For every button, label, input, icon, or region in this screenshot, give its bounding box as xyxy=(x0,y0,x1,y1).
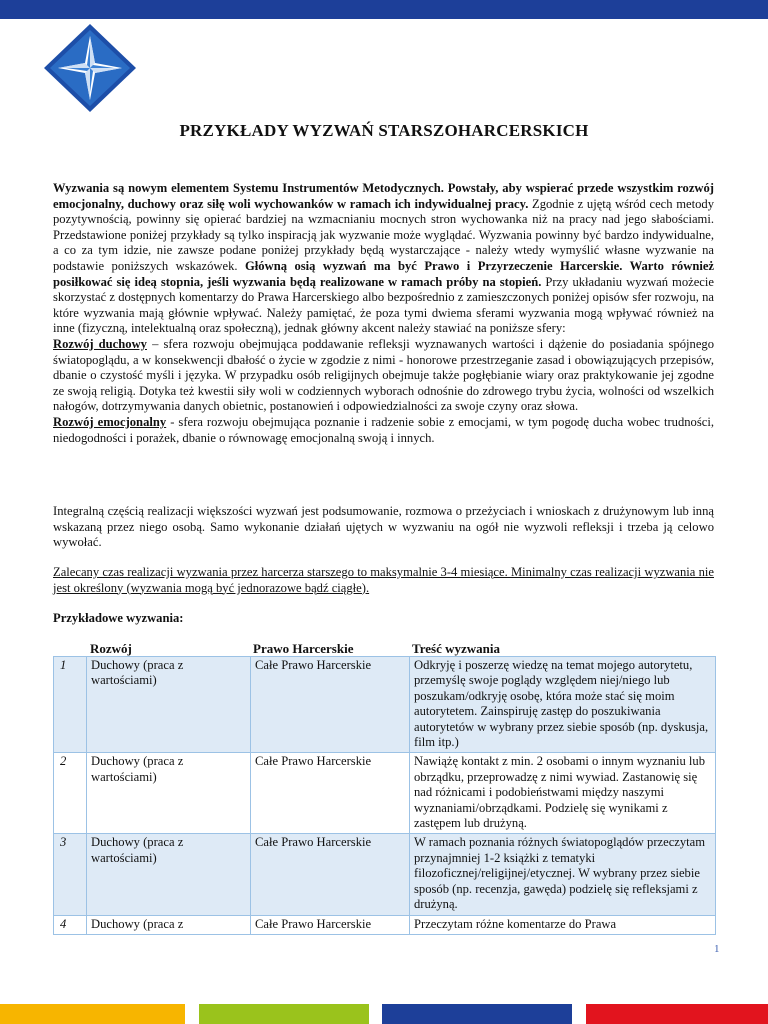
summary-paragraph: Integralną częścią realizacji większości wyzwań jest podsumowanie, rozmowa o przeżyciach i wnioskach z drużynowym lub inną wskazaną przez niego osobą. Samo wykonanie działań ujętych w wyzwaniu na ogół nie wyzwoli refleksji i trzeba ją celowo wywołać. xyxy=(53,504,714,550)
time-paragraph: Zalecany czas realizacji wyzwania przez harcerza starszego to maksymalnie 3-4 miesiące. Minimalny czas realizacji wyzwania nie jest określony (wyzwania mogą być jednorazowe bądź ciągłe). xyxy=(53,565,714,595)
law-cell: Całe Prawo Harcerskie xyxy=(251,834,410,915)
content-cell: Nawiążę kontakt z min. 2 osobami o innym wyznaniu lub obrządku, przeprowadzę z nimi wywiad. Zastanowię się nad różnicami i podobieństwami między naszymi wyznaniami/obrządkami. Podzielę się wynikami z zastępem lub drużyną. xyxy=(410,753,716,834)
table-row xyxy=(54,834,716,915)
footer-bar-yellow xyxy=(0,1004,185,1024)
row-number: 4 xyxy=(54,915,87,934)
development-cell: Duchowy (praca z wartościami) xyxy=(87,834,251,915)
content-cell: W ramach poznania różnych światopoglądów przeczytam przynajmniej 1-2 książki z tematyki filozoficznej/religijnej/etycznej. W wybrany przez siebie sposób (np. recenzja, gawęda) podzielę się refleksjami z drużyną. xyxy=(410,834,716,915)
development-cell: Duchowy (praca z wartościami) xyxy=(87,657,251,753)
emotional-text: - sfera rozwoju obejmująca poznanie i radzenie sobie z emocjami, w tym pogodę ducha wobec trudności, niedogodności i porażek, dbanie o równowagę emocjonalną swoją i innych. xyxy=(53,414,714,445)
examples-heading: Przykładowe wyzwania: xyxy=(53,611,184,625)
row-number: 1 xyxy=(54,657,87,753)
compass-star-logo-icon xyxy=(42,22,138,114)
table-row xyxy=(54,753,716,834)
intro-text: Zgodnie z ujętą wśród cech metody pozytywnością, powinny się opierać bardziej na wzmacnianiu mocnych stron wychowanka niż na pracy nad jego słabościami. Przedstawione poniżej przykłady są tylko inspiracją jak wyzwanie może wyglądać. Wyzwania powinny być bardzo indywidualne, a co za tym idzie, nie zawsze podane poniżej przykłady będą wystarczające - należy wtedy wymyślić własne wyzwanie na podstawie poniższych wskazówek. xyxy=(53,196,714,273)
content-cell: Przeczytam różne komentarze do Prawa xyxy=(410,915,716,934)
row-number: 2 xyxy=(54,753,87,834)
footer-bar-blue xyxy=(382,1004,572,1024)
document-title: PRZYKŁADY WYZWAŃ STARSZOHARCERSKICH xyxy=(179,121,589,140)
axis-text: Przy układaniu wyzwań możecie skorzystać z dostępnych komentarzy do Prawa Harcerskiego albo bezpośrednio z zamieszczonych poniżej opisów sfer rozwoju, na które wyzwania mają głównie wpływać. Należy pamiętać, że poza tymi dwiema sferami wyzwania mogą wpływać również na inne (fizyczną, intelektualną oraz społeczną), jednak główny akcent należy stawiać na poniższe sfery: xyxy=(53,274,714,336)
emotional-term: Rozwój emocjonalny xyxy=(53,414,167,429)
law-cell: Całe Prawo Harcerskie xyxy=(251,753,410,834)
content-cell: Odkryję i poszerzę wiedzę na temat mojego autorytetu, przemyślę swoje poglądy względem niej/niego lub poszukam/odkryję osobę, która może stać się moim autorytetem. Zainspiruję zastęp do poszukiwania autorytetów w wybrany przez siebie sposób (np. dyskusja, film itp.) xyxy=(410,657,716,753)
footer-bar-green xyxy=(199,1004,369,1024)
spiritual-text: – sfera rozwoju obejmująca poddawanie refleksji wyznawanych wartości i dążenie do posiadania spójnego światopoglądu, a w konsekwencji dbałość o życie w zgodzie z nimi - honorowe przestrzeganie zasad i obowiązujących przepisów, dbanie o czystość myśli i języka. W przypadku osób religijnych obejmuje także pogłębianie wiary oraz praktykowanie jej zgodne ze swoją religią. Dotyka też kwestii siły woli w codziennych wyborach odnośnie do zdrowego trybu życia, wolności od wszelkich nałogów, dotrzymywania danych obietnic, postanowień i odpowiedzialności za swoje czyny oraz słowa. xyxy=(53,336,715,414)
column-header-law: Prawo Harcerskie xyxy=(253,641,354,656)
table-row xyxy=(54,657,716,753)
column-header-development: Rozwój xyxy=(90,641,132,656)
intro-block xyxy=(53,181,714,446)
development-cell: Duchowy (praca z xyxy=(87,915,251,934)
challenges-table xyxy=(53,656,716,935)
axis-bold: Główną osią wyzwań ma być Prawo i Przyrzeczenie Harcerskie. Warto również posiłkować się ideą stopnia, jeśli wyzwania będą realizowane w ramach próby na stopień. xyxy=(53,258,714,289)
law-cell: Całe Prawo Harcerskie xyxy=(251,657,410,753)
column-header-content: Treść wyzwania xyxy=(412,641,500,656)
spiritual-term: Rozwój duchowy xyxy=(53,336,147,351)
row-number: 3 xyxy=(54,834,87,915)
law-cell: Całe Prawo Harcerskie xyxy=(251,915,410,934)
development-cell: Duchowy (praca z wartościami) xyxy=(87,753,251,834)
page-number: 1 xyxy=(714,943,720,955)
top-color-bar xyxy=(0,0,768,19)
table-row xyxy=(54,915,716,934)
footer-bar-red xyxy=(586,1004,768,1024)
intro-bold: Wyzwania są nowym elementem Systemu Instrumentów Metodycznych. Powstały, aby wspierać przede wszystkim rozwój emocjonalny, duchowy oraz siłę woli wychowanków w ramach ich indywidualnej pracy. xyxy=(53,181,714,211)
